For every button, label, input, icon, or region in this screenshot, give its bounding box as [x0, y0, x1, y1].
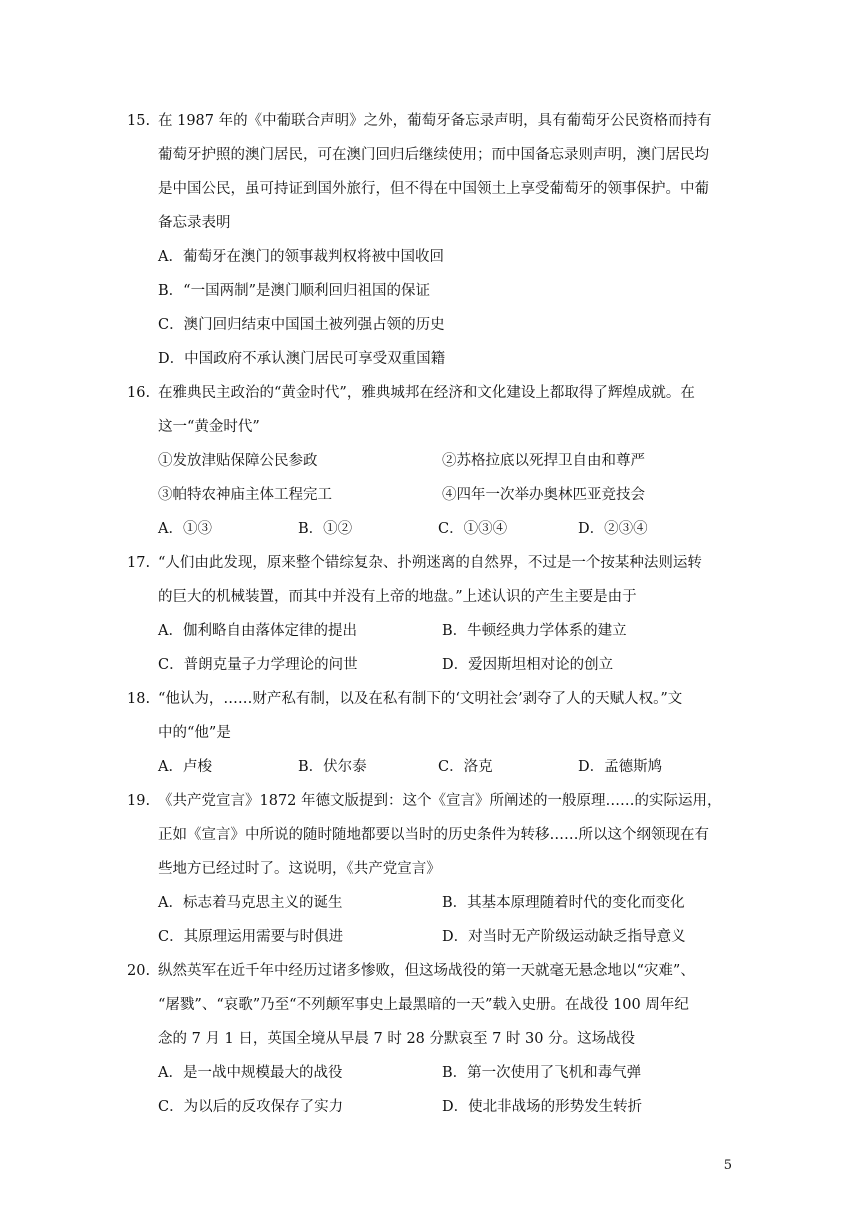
option-c[interactable]: C．普朗克量子力学理论的问世: [158, 657, 358, 673]
option-d[interactable]: D．②③④: [578, 521, 648, 537]
option-c[interactable]: C．为以后的反攻保存了实力: [158, 1099, 344, 1115]
item-row: [132, 478, 732, 512]
option-row: [132, 614, 732, 648]
question-stem: 19. 《共产党宣言》1872 年德文版提到：这个《宣言》所阐述的一般原理……的实际运用，: [132, 784, 732, 818]
question-stem-line: “屠戮”、“哀歌”乃至“不列颠军事史上最黑暗的一天”载入史册。在战役 100 周年纪: [158, 997, 689, 1013]
option-c[interactable]: C．①③④: [438, 521, 508, 537]
item-3: ③帕特农神庙主体工程完工: [158, 487, 332, 503]
option-row: [132, 750, 732, 784]
option-b[interactable]: B．牛顿经典力学体系的建立: [442, 623, 627, 639]
option-a[interactable]: A．标志着马克思主义的诞生: [158, 895, 343, 911]
question-20: [127, 954, 732, 1124]
question-stem-line: 些地方已经过时了。这说明，《共产党宣言》: [158, 861, 441, 877]
option-row: [132, 920, 732, 954]
question-number: 19.: [127, 793, 151, 809]
option-b[interactable]: B．①②: [298, 521, 353, 537]
option-row: [132, 886, 732, 920]
option-b[interactable]: B．伏尔泰: [298, 759, 367, 775]
question-stem: 17. “人们由此发现，原来整个错综复杂、扑朔迷离的自然界，不过是一个按某种法则运转: [132, 546, 732, 580]
question-stem: 16. 在雅典民主政治的“黄金时代”，雅典城邦在经济和文化建设上都取得了辉煌成就。在: [132, 376, 732, 410]
option-c[interactable]: C．其原理运用需要与时俱进: [158, 929, 344, 945]
question-number: 16.: [127, 385, 151, 401]
question-stem-line: 备忘录表明: [158, 215, 231, 231]
item-4: ④四年一次举办奥林匹亚竞技会: [442, 487, 645, 503]
question-number: 17.: [127, 555, 151, 571]
question-18: [127, 682, 732, 784]
question-16: [127, 376, 732, 546]
option-b[interactable]: B．其基本原理随着时代的变化而变化: [442, 895, 685, 911]
question-number: 15.: [127, 113, 151, 129]
item-row: [132, 444, 732, 478]
question-stem-line: 这一“黄金时代”: [158, 419, 260, 435]
page-number: 5: [723, 1158, 732, 1173]
question-stem-line: 的巨大的机械装置，而其中并没有上帝的地盘。”上述认识的产生主要是由于: [158, 589, 637, 605]
question-15: [127, 104, 732, 376]
question-stem: 20. 纵然英军在近千年中经历过诸多惨败，但这场战役的第一天就毫无悬念地以“灾难”、: [132, 954, 732, 988]
option-row: [132, 1056, 732, 1090]
option-d[interactable]: D．爱因斯坦相对论的创立: [442, 657, 614, 673]
question-number: 18.: [127, 691, 151, 707]
option-row: [132, 512, 732, 546]
question-stem: 18. “他认为，……财产私有制，以及在私有制下的‘文明社会’剥夺了人的天赋人权。”文: [132, 682, 732, 716]
option-b[interactable]: B．第一次使用了飞机和毒气弹: [442, 1065, 642, 1081]
question-stem-line: 正如《宣言》中所说的随时随地都要以当时的历史条件为转移……所以这个纲领现在有: [158, 827, 709, 843]
question-stem-line: 葡萄牙护照的澳门居民，可在澳门回归后继续使用；而中国备忘录则声明，澳门居民均: [158, 147, 709, 163]
option-d[interactable]: D．对当时无产阶级运动缺乏指导意义: [442, 929, 686, 945]
question-stem-line: 中的“他”是: [158, 725, 231, 741]
option-a[interactable]: A．卢梭: [158, 759, 212, 775]
question-stem-line: 是中国公民，虽可持证到国外旅行，但不得在中国领土上享受葡萄牙的领事保护。中葡: [158, 181, 709, 197]
item-2: ②苏格拉底以死捍卫自由和尊严: [442, 453, 645, 469]
question-17: [127, 546, 732, 682]
option-d[interactable]: D．孟德斯鸠: [578, 759, 663, 775]
question-stem-line: 念的 7 月 1 日，英国全境从早晨 7 时 28 分默哀至 7 时 30 分。这场战役: [158, 1031, 636, 1047]
option-d[interactable]: D．中国政府不承认澳门居民可享受双重国籍: [158, 351, 446, 367]
option-c[interactable]: C．澳门回归结束中国国土被列强占领的历史: [158, 317, 445, 333]
option-row: [132, 1090, 732, 1124]
question-19: [127, 784, 732, 954]
option-a[interactable]: A．伽利略自由落体定律的提出: [158, 623, 357, 639]
question-number: 20.: [127, 963, 151, 979]
option-a[interactable]: A．葡萄牙在澳门的领事裁判权将被中国收回: [158, 249, 444, 265]
question-stem: 15. 在 1987 年的《中葡联合声明》之外，葡萄牙备忘录声明，具有葡萄牙公民资格而持有: [132, 104, 732, 138]
option-a[interactable]: A．①③: [158, 521, 212, 537]
option-d[interactable]: D．使北非战场的形势发生转折: [442, 1099, 643, 1115]
option-b[interactable]: B．“一国两制”是澳门顺利回归祖国的保证: [158, 283, 430, 299]
item-1: ①发放津贴保障公民参政: [158, 453, 318, 469]
option-a[interactable]: A．是一战中规模最大的战役: [158, 1065, 343, 1081]
option-row: [132, 648, 732, 682]
option-c[interactable]: C．洛克: [438, 759, 493, 775]
